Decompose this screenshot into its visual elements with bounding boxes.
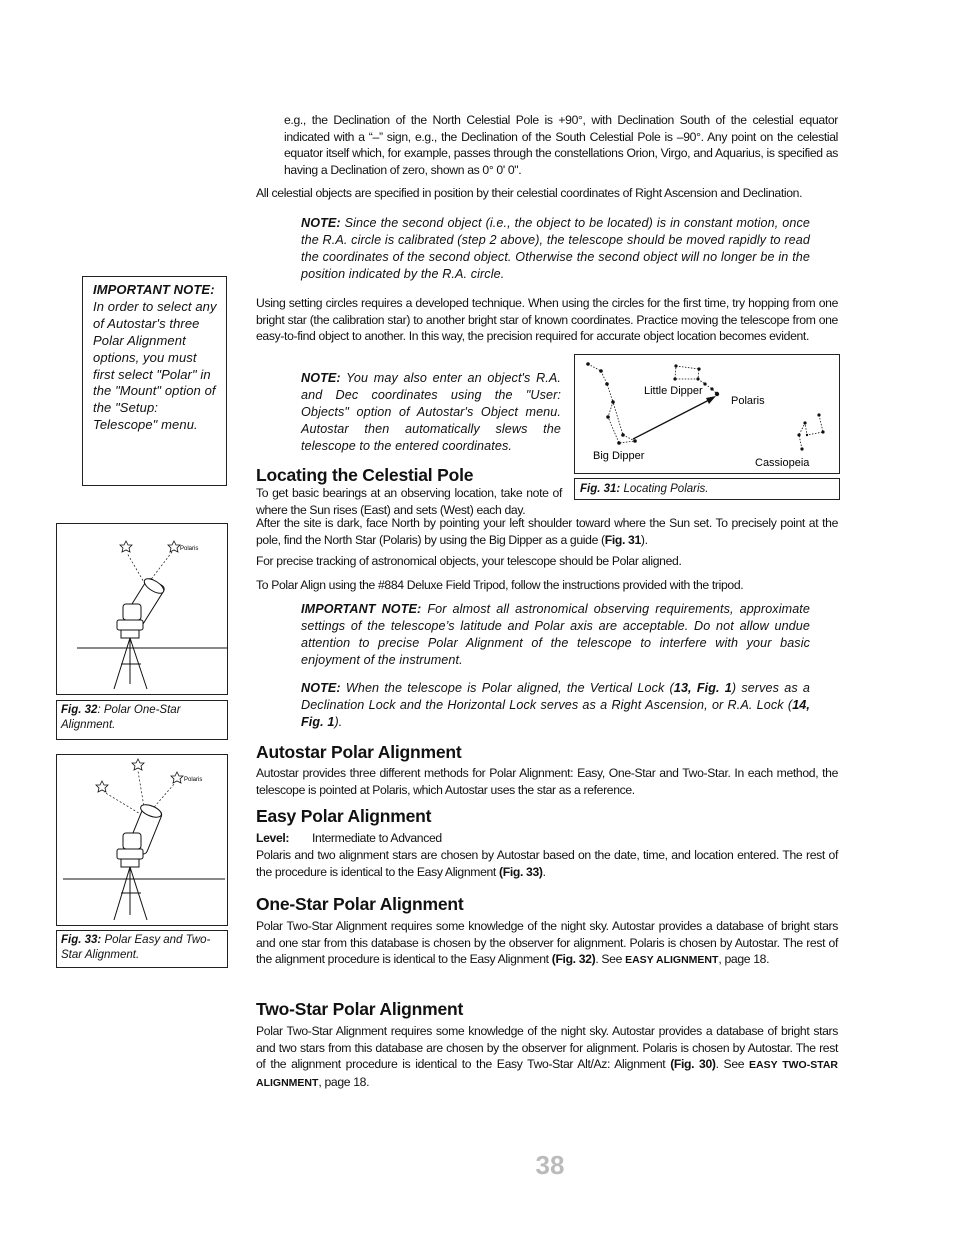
note-ra-circle	[301, 215, 810, 283]
locating-paragraph-3: For precise tracking of astronomical objects, your telescope should be Polar aligned.	[256, 554, 682, 568]
telescope-icon	[114, 802, 163, 920]
fig31-caption	[574, 478, 840, 500]
note-text: For almost all astronomical observing requirements, approximate settings of the telescope’s latitude and Polar axis are acceptable. Do not allow undue attention to precise Polar Alignment of the telescope to interfere with your basic enjoyment of the instrument.	[301, 602, 810, 667]
figure-reference: (Fig. 32)	[551, 952, 596, 967]
figure-reference: 14, Fig. 1	[301, 698, 810, 729]
autostar-heading: Autostar Polar Alignment	[256, 742, 462, 762]
text: When the telescope is Polar aligned, the Vertical Lock (	[340, 681, 674, 695]
autostar-paragraph: Autostar provides three different methods for Polar Alignment: Easy, One-Star and Two-Star. In each method, the telescope is pointed at Polaris, which Autostar uses the star as a reference.	[256, 766, 838, 797]
caption-text: Polar Easy and Two-Star Alignment.	[61, 934, 211, 961]
note-label: NOTE:	[301, 681, 341, 695]
important-note-text	[93, 282, 218, 434]
note-text: You may also enter an object's R.A. and Dec coordinates using the "User: Objects" option of Autostar's Object menu. Autostar then automatically slews the telescope to the entered coordinates.	[301, 371, 561, 453]
caption-label: Fig. 31:	[580, 483, 621, 495]
big-dipper-label: Big Dipper	[593, 450, 645, 462]
text: . See	[595, 952, 626, 967]
fig33-diagram	[56, 754, 228, 926]
telescope-icon	[114, 576, 166, 689]
figure-reference: 13, Fig. 1	[673, 681, 732, 695]
text: , page 18.	[318, 1074, 370, 1089]
note-user-objects	[301, 370, 561, 455]
text: Polar Two-Star Alignment requires some knowledge of the night sky. Autostar provides a database of bright stars and two stars from this database are chosen by the observer for alignment. Polaris is chosen by Autostar. The rest of the alignment procedure is identical to the Easy Two-Star Alt/Az: Alignment	[256, 1024, 838, 1072]
caption-text: : Polar One-Star Alignment.	[61, 704, 181, 731]
text: .	[542, 864, 546, 879]
fig32-caption	[56, 700, 228, 740]
fig32-telescope-illustration	[57, 524, 227, 694]
easy-paragraph	[256, 847, 838, 880]
important-note-label: IMPORTANT NOTE:	[93, 282, 215, 297]
figure-reference: Fig. 31	[604, 532, 641, 547]
important-note-body: In order to select any of Autostar's three Polar Alignment options, you must first select "Polar" in the "Mount" option of the "Setup: Telescope" menu.	[93, 298, 217, 433]
setting-circles-paragraph	[256, 295, 838, 345]
star	[599, 369, 603, 373]
fig33-caption	[56, 930, 228, 968]
important-note-box	[82, 276, 227, 486]
important-note-polar	[301, 601, 810, 669]
twostar-heading: Two-Star Polar Alignment	[256, 999, 464, 1019]
locating-paragraph-1: To get basic bearings at an observing location, take note of where the Sun rises (East) and sets (West) each day.	[256, 486, 562, 517]
fig31-star-map	[575, 355, 839, 473]
fig31-diagram	[574, 354, 840, 474]
onestar-paragraph	[256, 918, 838, 969]
text: , page 18.	[718, 952, 770, 967]
polaris-label: Polaris	[180, 546, 199, 552]
caption-label: Fig. 33:	[61, 934, 102, 946]
text: . See	[715, 1057, 750, 1072]
fig32-diagram	[56, 523, 228, 695]
level-value: Intermediate to Advanced	[312, 831, 442, 845]
locating-heading: Locating the Celestial Pole	[256, 465, 474, 485]
note-label: NOTE:	[301, 371, 341, 385]
locating-paragraph-4: To Polar Align using the #884 Deluxe Field Tripod, follow the instructions provided with the tripod.	[256, 578, 744, 592]
text: ).	[640, 532, 648, 547]
text: After the site is dark, face North by pointing your left shoulder toward where the Sun set. To precisely point at the pole, find the North Star (Polaris) by using the Big Dipper as a guide (	[256, 516, 838, 547]
polaris-star-icon	[171, 772, 183, 783]
star-icon	[132, 759, 144, 770]
polaris-star-icon	[168, 541, 180, 552]
star	[621, 433, 625, 437]
cross-reference: EASY TWO-STAR ALIGNMENT	[256, 1059, 838, 1089]
cassiopeia-label: Cassiopeia	[755, 457, 810, 469]
cross-reference: EASY ALIGNMENT	[625, 954, 719, 967]
note-locks	[301, 680, 810, 731]
text: Polaris and two alignment stars are chosen by Autostar based on the date, time, and location entered. The rest of the procedure is identical to the Easy Alignment	[256, 848, 838, 879]
easy-level	[256, 830, 838, 847]
caption-label: Fig. 32	[61, 704, 98, 716]
onestar-heading: One-Star Polar Alignment	[256, 894, 464, 914]
twostar-paragraph	[256, 1023, 838, 1091]
pointer-arrowhead	[706, 396, 716, 404]
locating-paragraph-2	[256, 515, 838, 548]
polaris-label: Polaris	[184, 777, 203, 783]
text: Polar Two-Star Alignment requires some knowledge of the night sky. Autostar provides a database of bright stars and one star from this database is chosen by the observer for alignment. Polaris is chosen by Autostar. The rest of the alignment procedure is identical to the Easy Alignment	[256, 919, 838, 967]
figure-reference: (Fig. 33)	[499, 864, 543, 879]
setting-circles-text: Using setting circles requires a developed technique. When using the circles for the first time, try hopping from one bright star (the calibration star) to another bright star of known coordinates. Practice moving the telescope from one easy-to-find object to another. In this way, the precision required for accurate object location becomes evident.	[256, 296, 838, 344]
pointer-line	[633, 399, 711, 439]
level-label: Level:	[256, 831, 290, 845]
big-dipper-stars	[586, 362, 637, 445]
coordinates-paragraph: All celestial objects are specified in position by their celestial coordinates of Right Ascension and Declination.	[256, 186, 803, 200]
note-label: NOTE:	[301, 216, 341, 230]
polaris-label: Polaris	[731, 395, 765, 407]
figure-reference: (Fig. 30)	[670, 1057, 716, 1072]
fig33-telescope-illustration	[57, 755, 227, 925]
text: ).	[334, 715, 343, 729]
little-dipper-label: Little Dipper	[644, 385, 703, 397]
page-number: 38	[535, 1150, 565, 1180]
star-icon	[120, 541, 132, 552]
intro-paragraph: e.g., the Declination of the North Celestial Pole is +90°, with Declination South of the celestial equator indicated with a “–” sign, e.g., the Declination of the South Celestial Pole is –90°. Any point on the celestial equator itself which, for example, passes through the constellations Orion, Virgo, and Aquarius, is specified as having a Declination of zero, shown as 0° 0' 0".	[284, 113, 838, 177]
text: ) serves as a Declination Lock and the Horizontal Lock serves as a Right Ascension, or R.A. Lock (	[301, 681, 810, 712]
note-label: IMPORTANT NOTE:	[301, 602, 422, 616]
note-text: Since the second object (i.e., the object to be located) is in constant motion, once the R.A. circle is calibrated (step 2 above), the telescope should be moved rapidly to read the coordinates of the second object. Otherwise the second object will no longer be in the position indicated by the R.A. circle.	[301, 216, 810, 281]
caption-text: Locating Polaris.	[620, 483, 709, 495]
star-icon	[96, 781, 108, 792]
easy-heading: Easy Polar Alignment	[256, 806, 432, 826]
